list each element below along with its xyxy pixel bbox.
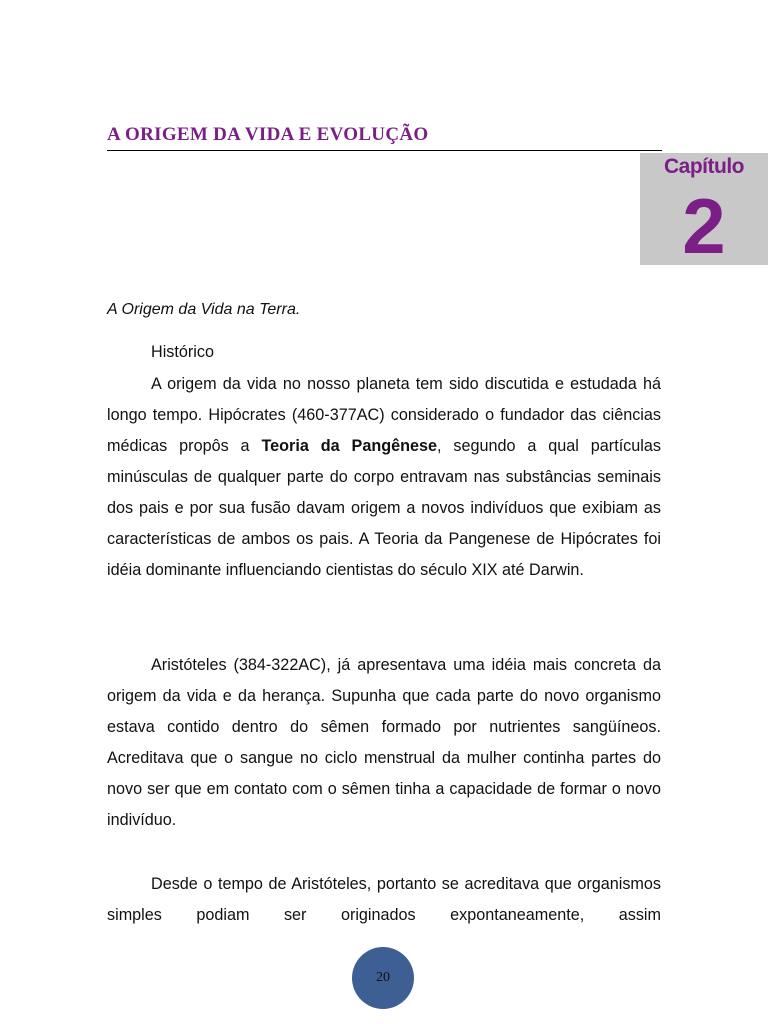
chapter-label: Capítulo xyxy=(664,155,744,178)
paragraph-pangenese-text-1: A origem da vida no nosso planeta tem sido discutida e estudada há longo tempo. Hipócrates (460-377AC) considerado o fundador das ciências médicas propôs a xyxy=(107,375,661,455)
heading-divider xyxy=(107,150,662,151)
paragraph-pangenese xyxy=(107,369,661,586)
chapter-heading: A ORIGEM DA VIDA E EVOLUÇÃO xyxy=(107,124,429,145)
pangenese-theory-term: Teoria da Pangênese xyxy=(261,437,437,455)
paragraph-pangenese-text-2: , segundo a qual partículas minúsculas de qualquer parte do corpo entravam nas substâncias seminais dos pais e por sua fusão davam origem a novos indivíduos que exibiam as características de ambos os pais. A Teoria da Pangenese de Hipócrates foi idéia dominante influenciando cientistas do século XIX até Darwin. xyxy=(107,437,661,579)
chapter-badge xyxy=(640,153,768,270)
chapter-number: 2 xyxy=(682,182,726,270)
paragraph-continuation-clip xyxy=(107,869,661,931)
page-number-badge xyxy=(352,947,414,1009)
paragraph-geracao-espontanea: Desde o tempo de Aristóteles, portanto se acreditava que organismos simples podiam ser originados expontaneamente, assim xyxy=(107,875,661,924)
section-title: A Origem da Vida na Terra. xyxy=(107,301,301,318)
paragraph-aristoteles: Aristóteles (384-322AC), já apresentava uma idéia mais concreta da origem da vida e da herança. Supunha que cada parte do novo organismo estava contido dentro do sêmen formado por nutrientes sangüíneos. Acreditava que o sangue no ciclo menstrual da mulher continha partes do novo ser que em contato com o sêmen tinha a capacidade de formar o novo indivíduo. xyxy=(107,656,661,829)
subheading: Histórico xyxy=(151,343,214,361)
page-number: 20 xyxy=(376,970,390,985)
